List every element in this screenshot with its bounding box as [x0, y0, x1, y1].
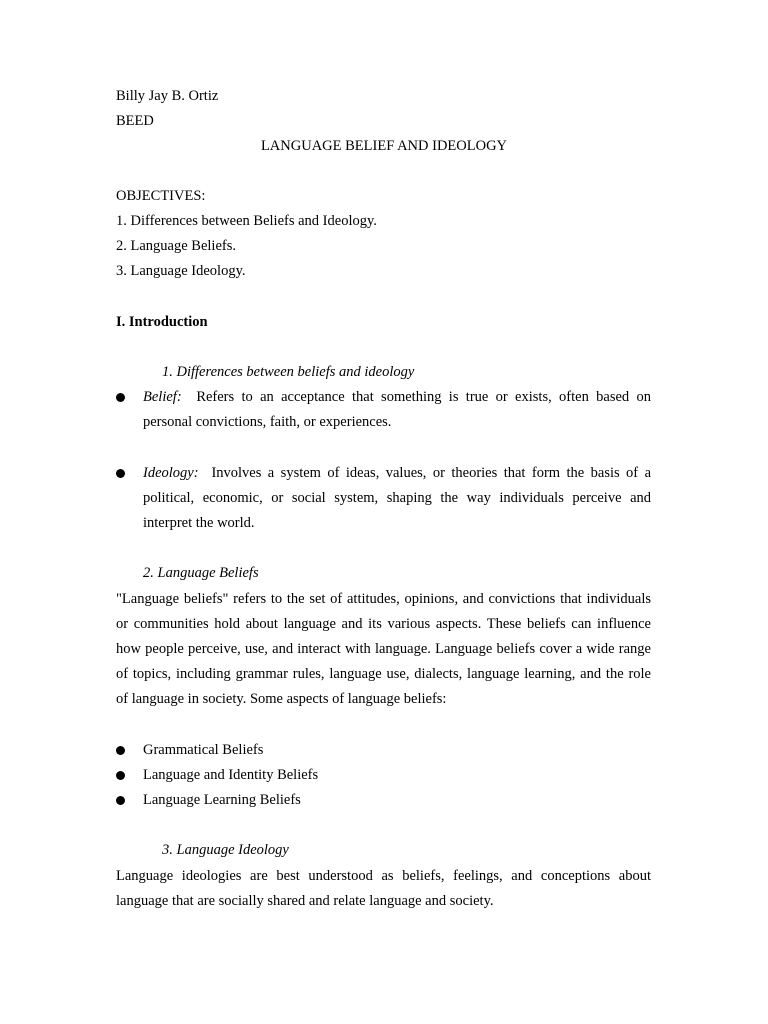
list-item-text: Language and Identity Beliefs [143, 767, 319, 783]
bullet-icon [116, 393, 125, 402]
bullet-text [143, 385, 651, 435]
bullet-icon [116, 796, 125, 805]
ideology-term: Ideology: [143, 465, 199, 481]
section-heading-language-ideology: 3. Language Ideology [162, 842, 289, 858]
course-label: BEED [116, 113, 154, 129]
introduction-heading: I. Introduction [116, 314, 208, 330]
bullet-icon [116, 469, 125, 478]
language-ideology-paragraph: Language ideologies are best understood as beliefs, feelings, and conceptions about language that are socially shared and relate language and society. [116, 868, 651, 910]
author-name: Billy Jay B. Ortiz [116, 88, 219, 104]
bullet-icon [116, 771, 125, 780]
belief-term: Belief: [143, 389, 182, 405]
objectives-heading: OBJECTIVES: [116, 188, 206, 204]
objective-item: 1. Differences between Beliefs and Ideology. [116, 213, 377, 229]
belief-definition: Refers to an acceptance that something is true or exists, often based on personal convictions, faith, or experiences. [143, 389, 651, 430]
language-beliefs-paragraph: "Language beliefs" refers to the set of attitudes, opinions, and convictions that individuals or communities hold about language and its various aspects. These beliefs can influence how people perceive, use, and interact with language. Language beliefs cover a wide range of topics, including grammar rules, language use, dialects, language learning, and the role of language in society. Some aspects of language beliefs: [116, 591, 651, 708]
bullet-icon [116, 746, 125, 755]
section-heading-differences: 1. Differences between beliefs and ideology [162, 364, 415, 380]
bullet-text [143, 461, 651, 536]
list-item-text: Grammatical Beliefs [143, 742, 264, 758]
objective-item: 3. Language Ideology. [116, 263, 246, 279]
objective-item: 2. Language Beliefs. [116, 238, 236, 254]
list-item-text: Language Learning Beliefs [143, 792, 301, 808]
document-title: LANGUAGE BELIEF AND IDEOLOGY [260, 138, 508, 154]
ideology-definition: Involves a system of ideas, values, or theories that form the basis of a political, economic, or social system, shaping the way individuals perceive and interpret the world. [143, 465, 652, 531]
section-heading-language-beliefs: 2. Language Beliefs [143, 565, 259, 581]
